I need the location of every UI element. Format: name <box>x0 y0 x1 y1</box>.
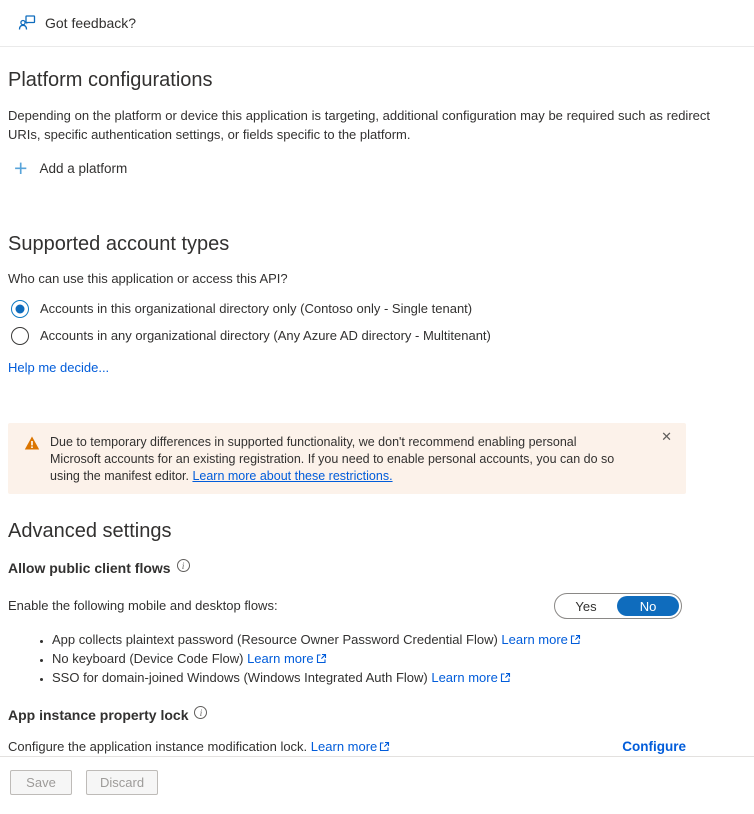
info-icon[interactable]: i <box>194 706 207 719</box>
bullet-text: App collects plaintext password (Resource Owner Password Credential Flow) <box>52 632 502 647</box>
plus-icon: + <box>14 155 28 182</box>
platform-configurations-description: Depending on the platform or device this application is targeting, additional configuration may be required such as redirect URIs, specific authentication settings, or fields specific to the platform. <box>8 108 710 142</box>
warning-banner <box>8 423 686 494</box>
modification-lock-text <box>8 738 390 756</box>
advanced-settings-title: Advanced settings <box>8 520 172 542</box>
external-link-icon <box>570 632 581 643</box>
toggle-yes-option[interactable]: Yes <box>575 598 597 614</box>
radio-unselected-icon[interactable] <box>11 327 29 345</box>
info-icon[interactable]: i <box>177 559 190 572</box>
learn-more-link[interactable]: Learn more <box>501 632 568 647</box>
flow-bullet-list <box>8 631 581 688</box>
yes-no-toggle[interactable] <box>554 593 682 619</box>
save-button[interactable]: Save <box>10 770 72 795</box>
toggle-no-option[interactable]: No <box>617 596 679 616</box>
public-client-flows-text: Allow public client flows <box>8 560 171 576</box>
radio-multitenant[interactable] <box>11 327 491 345</box>
warning-text <box>50 434 628 484</box>
account-types-question: Who can use this application or access this API? <box>8 271 288 287</box>
got-feedback-link[interactable]: Got feedback? <box>45 15 137 31</box>
radio-multitenant-label: Accounts in any organizational directory (Any Azure AD directory - Multitenant) <box>40 327 491 343</box>
learn-more-link[interactable]: Learn more <box>431 670 498 685</box>
supported-account-types-title: Supported account types <box>8 233 230 256</box>
list-item <box>52 669 581 687</box>
radio-single-tenant-label: Accounts in this organizational directory only (Contoso only - Single tenant) <box>40 301 473 317</box>
configure-link[interactable]: Configure <box>622 739 686 754</box>
feedback-bar <box>0 0 754 47</box>
external-link-icon <box>379 739 390 750</box>
list-item <box>52 650 581 668</box>
add-platform-label: Add a platform <box>39 160 128 176</box>
modification-lock-row <box>8 738 686 756</box>
platform-configurations-title: Platform configurations <box>8 69 213 91</box>
learn-more-link[interactable]: Learn more <box>247 651 314 666</box>
restrictions-link[interactable]: Learn more about these restrictions. <box>192 469 393 483</box>
enable-flows-label: Enable the following mobile and desktop flows: <box>8 598 278 613</box>
command-footer <box>0 756 754 814</box>
blade-content <box>0 47 754 756</box>
radio-single-tenant[interactable] <box>11 300 472 318</box>
radio-selected-icon[interactable] <box>11 300 29 318</box>
bullet-text: No keyboard (Device Code Flow) <box>52 651 248 666</box>
add-platform-button[interactable] <box>8 155 128 182</box>
mobile-desktop-flows-row <box>8 593 682 619</box>
feedback-icon <box>18 14 36 32</box>
close-icon[interactable]: ✕ <box>661 430 672 445</box>
list-item <box>52 631 581 649</box>
discard-button[interactable]: Discard <box>86 770 158 795</box>
warning-icon <box>24 435 40 451</box>
external-link-icon <box>316 651 327 662</box>
external-link-icon <box>500 670 511 681</box>
app-instance-property-lock-label <box>8 706 207 724</box>
modification-lock-description: Configure the application instance modification lock. <box>8 739 311 754</box>
warning-message: Due to temporary differences in supported functionality, we don't recommend enabling personal Microsoft accounts for an existing registration. If you need to enable personal accounts, you can do so using the manifest editor. <box>50 435 615 483</box>
property-lock-text: App instance property lock <box>8 707 189 723</box>
learn-more-link[interactable]: Learn more <box>310 739 378 754</box>
allow-public-client-flows-label <box>8 559 190 577</box>
bullet-text: SSO for domain-joined Windows (Windows Integrated Auth Flow) <box>52 670 432 685</box>
help-me-decide-link[interactable]: Help me decide... <box>8 360 110 375</box>
